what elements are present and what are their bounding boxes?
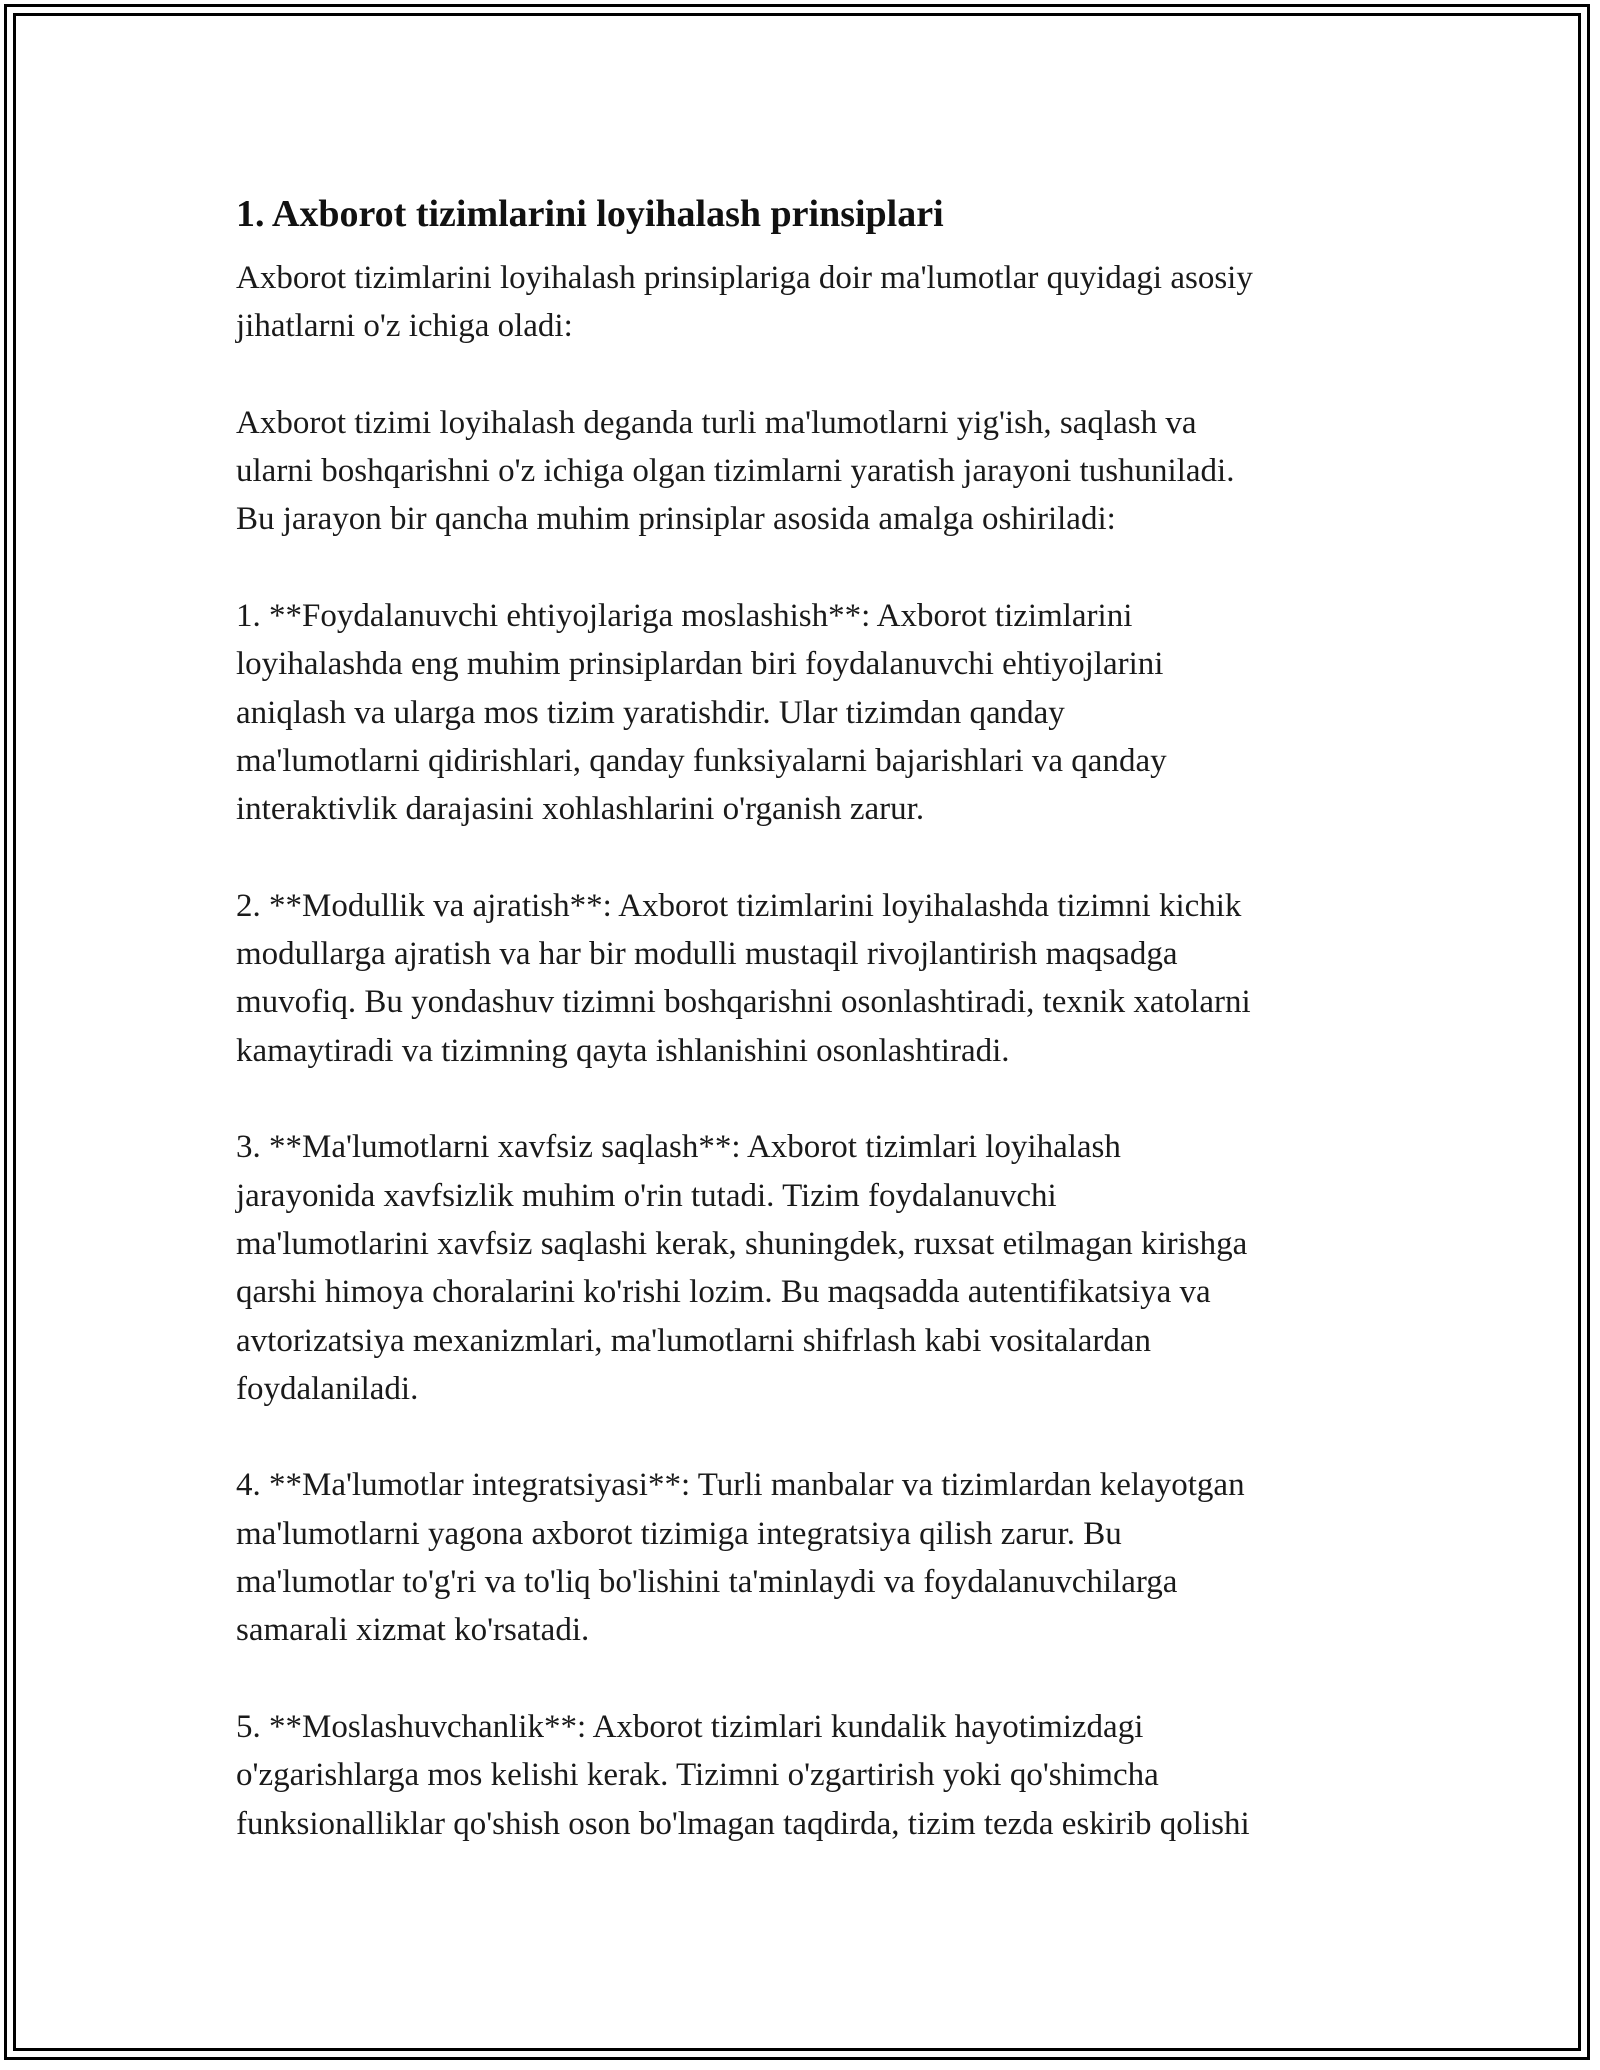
text-line: ma'lumotlarni yagona axborot tizimiga integratsiya qilish zarur. Bu — [236, 1515, 1122, 1552]
text-line: funksionalliklar qo'shish oson bo'lmagan taqdirda, tizim tezda eskirib qolishi — [236, 1805, 1250, 1842]
text-line: Bu jarayon bir qancha muhim prinsiplar asosida amalga oshiriladi: — [236, 501, 1116, 538]
text-line: ularni boshqarishni o'z ichiga olgan tizimlarni yaratish jarayoni tushuniladi. — [236, 453, 1235, 490]
text-line: avtorizatsiya mexanizmlari, ma'lumotlarni shifrlash kabi vositalardan — [236, 1322, 1151, 1359]
text-line: samarali xizmat ko'rsatadi. — [236, 1612, 590, 1649]
text-line: 2. **Modullik va ajratish**: Axborot tizimlarini loyihalashda tizimni kichik — [236, 887, 1242, 924]
paragraph-principle-1 — [236, 592, 1396, 833]
text-line: 4. **Ma'lumotlar integratsiyasi**: Turli manbalar va tizimlardan kelayotgan — [236, 1467, 1245, 1504]
text-line: aniqlash va ularga mos tizim yaratishdir. Ular tizimdan qanday — [236, 694, 1065, 731]
text-line: ma'lumotlarni qidirishlari, qanday funksiyalarni bajarishlari va qanday — [236, 742, 1167, 779]
text-line: qarshi himoya choralarini ko'rishi lozim. Bu maqsadda autentifikatsiya va — [236, 1274, 1211, 1311]
paragraph-principle-3 — [236, 1123, 1396, 1413]
text-line: 3. **Ma'lumotlarni xavfsiz saqlash**: Axborot tizimlari loyihalash — [236, 1129, 1121, 1166]
text-line: kamaytiradi va tizimning qayta ishlanishini osonlashtiradi. — [236, 1032, 1010, 1069]
text-line: Axborot tizimi loyihalash deganda turli ma'lumotlarni yig'ish, saqlash va — [236, 404, 1197, 441]
paragraph-principle-2 — [236, 882, 1396, 1075]
text-line: o'zgarishlarga mos kelishi kerak. Tizimni o'zgartirish yoki qo'shimcha — [236, 1757, 1159, 1794]
text-line: jarayonida xavfsizlik muhim o'rin tutadi. Tizim foydalanuvchi — [236, 1177, 1057, 1214]
text-line: interaktivlik darajasini xohlashlarini o'rganish zarur. — [236, 791, 925, 828]
text-line: foydalaniladi. — [236, 1370, 419, 1407]
paragraph-principle-4 — [236, 1461, 1396, 1654]
text-line: ma'lumotlarini xavfsiz saqlashi kerak, shuningdek, ruxsat etilmagan kirishga — [236, 1225, 1248, 1262]
paragraph-definition — [236, 399, 1396, 544]
text-line: 1. **Foydalanuvchi ehtiyojlariga moslashish**: Axborot tizimlarini — [236, 598, 1133, 635]
section-heading: 1. Axborot tizimlarini loyihalash prinsiplari — [236, 193, 944, 235]
document-body — [236, 186, 1396, 1848]
text-line: muvofiq. Bu yondashuv tizimni boshqarishni osonlashtiradi, texnik xatolarni — [236, 984, 1251, 1021]
paragraph-intro — [236, 254, 1396, 351]
text-line: ma'lumotlar to'g'ri va to'liq bo'lishini ta'minlaydi va foydalanuvchilarga — [236, 1564, 1178, 1601]
text-line: jihatlarni o'z ichiga oladi: — [236, 308, 573, 345]
text-line: loyihalashda eng muhim prinsiplardan biri foydalanuvchi ehtiyojlarini — [236, 646, 1164, 683]
paragraph-principle-5 — [236, 1703, 1396, 1848]
text-line: modullarga ajratish va har bir modulli mustaqil rivojlantirish maqsadga — [236, 936, 1178, 973]
text-line: Axborot tizimlarini loyihalash prinsiplariga doir ma'lumotlar quyidagi asosiy — [236, 260, 1253, 296]
text-line: 5. **Moslashuvchanlik**: Axborot tizimlari kundalik hayotimizdagi — [236, 1708, 1144, 1745]
